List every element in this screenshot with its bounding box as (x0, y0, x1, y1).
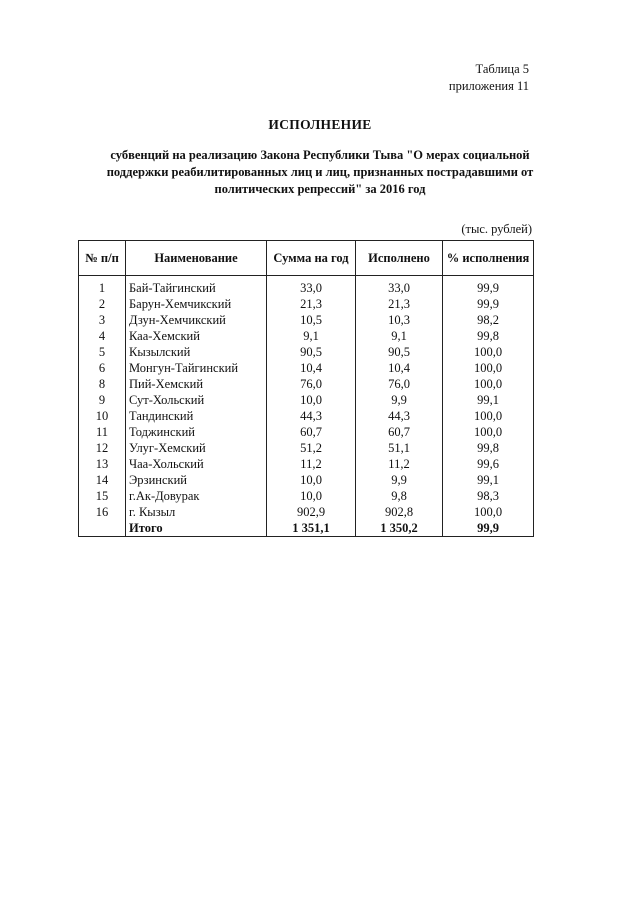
cell-name: Кызылский (126, 344, 267, 360)
cell-num: 12 (79, 440, 126, 456)
table-row (79, 488, 534, 504)
cell-num: 2 (79, 296, 126, 312)
cell-num: 1 (79, 276, 126, 297)
document-title: ИСПОЛНЕНИЕ (268, 117, 372, 132)
cell-done: 9,1 (356, 328, 443, 344)
col-header-done: Исполнено (356, 241, 443, 276)
cell-pct: 100,0 (443, 344, 534, 360)
cell-name: Эрзинский (126, 472, 267, 488)
subtitle-line2: поддержки реабилитированных лиц и лиц, признанных пострадавшими от (106, 165, 534, 179)
table-row (79, 440, 534, 456)
cell-done: 902,8 (356, 504, 443, 520)
cell-pct: 99,8 (443, 328, 534, 344)
cell-name: Тандинский (126, 408, 267, 424)
cell-name: Тоджинский (126, 424, 267, 440)
cell-done: 9,9 (356, 392, 443, 408)
cell-pct: 99,9 (443, 296, 534, 312)
table-row (79, 360, 534, 376)
cell-pct: 98,3 (443, 488, 534, 504)
cell-done: 76,0 (356, 376, 443, 392)
cell-num: 15 (79, 488, 126, 504)
cell-num: 8 (79, 376, 126, 392)
cell-num: 16 (79, 504, 126, 520)
cell-done: 9,8 (356, 488, 443, 504)
cell-pct: 100,0 (443, 360, 534, 376)
cell-num: 13 (79, 456, 126, 472)
cell-name: г.Ак-Довурак (126, 488, 267, 504)
table-row (79, 392, 534, 408)
table-ref-line2: приложения 11 (448, 79, 529, 93)
cell-sum: 51,2 (267, 440, 356, 456)
cell-pct: 98,2 (443, 312, 534, 328)
cell-num: 3 (79, 312, 126, 328)
cell-sum: 76,0 (267, 376, 356, 392)
table-row (79, 312, 534, 328)
subtitle-line1: субвенций на реализацию Закона Республики Тыва "О мерах социальной (110, 148, 530, 162)
table-row (79, 408, 534, 424)
cell-name: Каа-Хемский (126, 328, 267, 344)
table-row (79, 328, 534, 344)
table-reference (449, 61, 529, 95)
cell-pct: 99,1 (443, 472, 534, 488)
cell-sum: 21,3 (267, 296, 356, 312)
table-row (79, 276, 534, 297)
cell-done: 1 350,2 (356, 520, 443, 537)
cell-pct: 99,6 (443, 456, 534, 472)
cell-name: Барун-Хемчикский (126, 296, 267, 312)
cell-num (79, 520, 126, 537)
table-total-row (79, 520, 534, 537)
cell-sum: 9,1 (267, 328, 356, 344)
cell-name: Пий-Хемский (126, 376, 267, 392)
cell-sum: 11,2 (267, 456, 356, 472)
cell-name: Бай-Тайгинский (126, 276, 267, 297)
table-row (79, 296, 534, 312)
table-row (79, 456, 534, 472)
cell-done: 10,3 (356, 312, 443, 328)
cell-pct: 99,8 (443, 440, 534, 456)
cell-sum: 10,4 (267, 360, 356, 376)
cell-pct: 99,1 (443, 392, 534, 408)
cell-num: 9 (79, 392, 126, 408)
cell-num: 4 (79, 328, 126, 344)
cell-done: 21,3 (356, 296, 443, 312)
document-subtitle (70, 147, 570, 198)
cell-done: 10,4 (356, 360, 443, 376)
col-header-sum: Сумма на год (267, 241, 356, 276)
cell-pct: 100,0 (443, 408, 534, 424)
cell-num: 10 (79, 408, 126, 424)
cell-num: 5 (79, 344, 126, 360)
cell-sum: 10,0 (267, 392, 356, 408)
cell-name: Итого (126, 520, 267, 537)
subtitle-line3: политических репрессий" за 2016 год (214, 182, 426, 196)
cell-sum: 10,0 (267, 488, 356, 504)
cell-pct: 99,9 (443, 520, 534, 537)
cell-pct: 100,0 (443, 376, 534, 392)
cell-name: Сут-Хольский (126, 392, 267, 408)
cell-pct: 100,0 (443, 504, 534, 520)
cell-done: 33,0 (356, 276, 443, 297)
cell-name: Чаа-Хольский (126, 456, 267, 472)
col-header-num: № п/п (79, 241, 126, 276)
cell-num: 6 (79, 360, 126, 376)
cell-done: 60,7 (356, 424, 443, 440)
table-row (79, 504, 534, 520)
table-row (79, 424, 534, 440)
table-row (79, 344, 534, 360)
cell-sum: 902,9 (267, 504, 356, 520)
cell-done: 90,5 (356, 344, 443, 360)
cell-done: 9,9 (356, 472, 443, 488)
cell-sum: 10,5 (267, 312, 356, 328)
cell-done: 44,3 (356, 408, 443, 424)
cell-sum: 60,7 (267, 424, 356, 440)
cell-pct: 100,0 (443, 424, 534, 440)
cell-num: 14 (79, 472, 126, 488)
cell-sum: 90,5 (267, 344, 356, 360)
units-label: (тыс. рублей) (461, 222, 532, 236)
table-row (79, 472, 534, 488)
cell-done: 11,2 (356, 456, 443, 472)
table-ref-line1: Таблица 5 (475, 62, 529, 76)
table-body (79, 276, 534, 537)
cell-sum: 44,3 (267, 408, 356, 424)
cell-sum: 33,0 (267, 276, 356, 297)
cell-name: Улуг-Хемский (126, 440, 267, 456)
cell-sum: 1 351,1 (267, 520, 356, 537)
col-header-name: Наименование (126, 241, 267, 276)
cell-name: Монгун-Тайгинский (126, 360, 267, 376)
cell-sum: 10,0 (267, 472, 356, 488)
cell-num: 11 (79, 424, 126, 440)
table-header-row (79, 241, 534, 276)
cell-done: 51,1 (356, 440, 443, 456)
cell-pct: 99,9 (443, 276, 534, 297)
col-header-pct: % исполнения (443, 241, 534, 276)
cell-name: г. Кызыл (126, 504, 267, 520)
cell-name: Дзун-Хемчикский (126, 312, 267, 328)
table-row (79, 376, 534, 392)
execution-table (78, 240, 534, 537)
